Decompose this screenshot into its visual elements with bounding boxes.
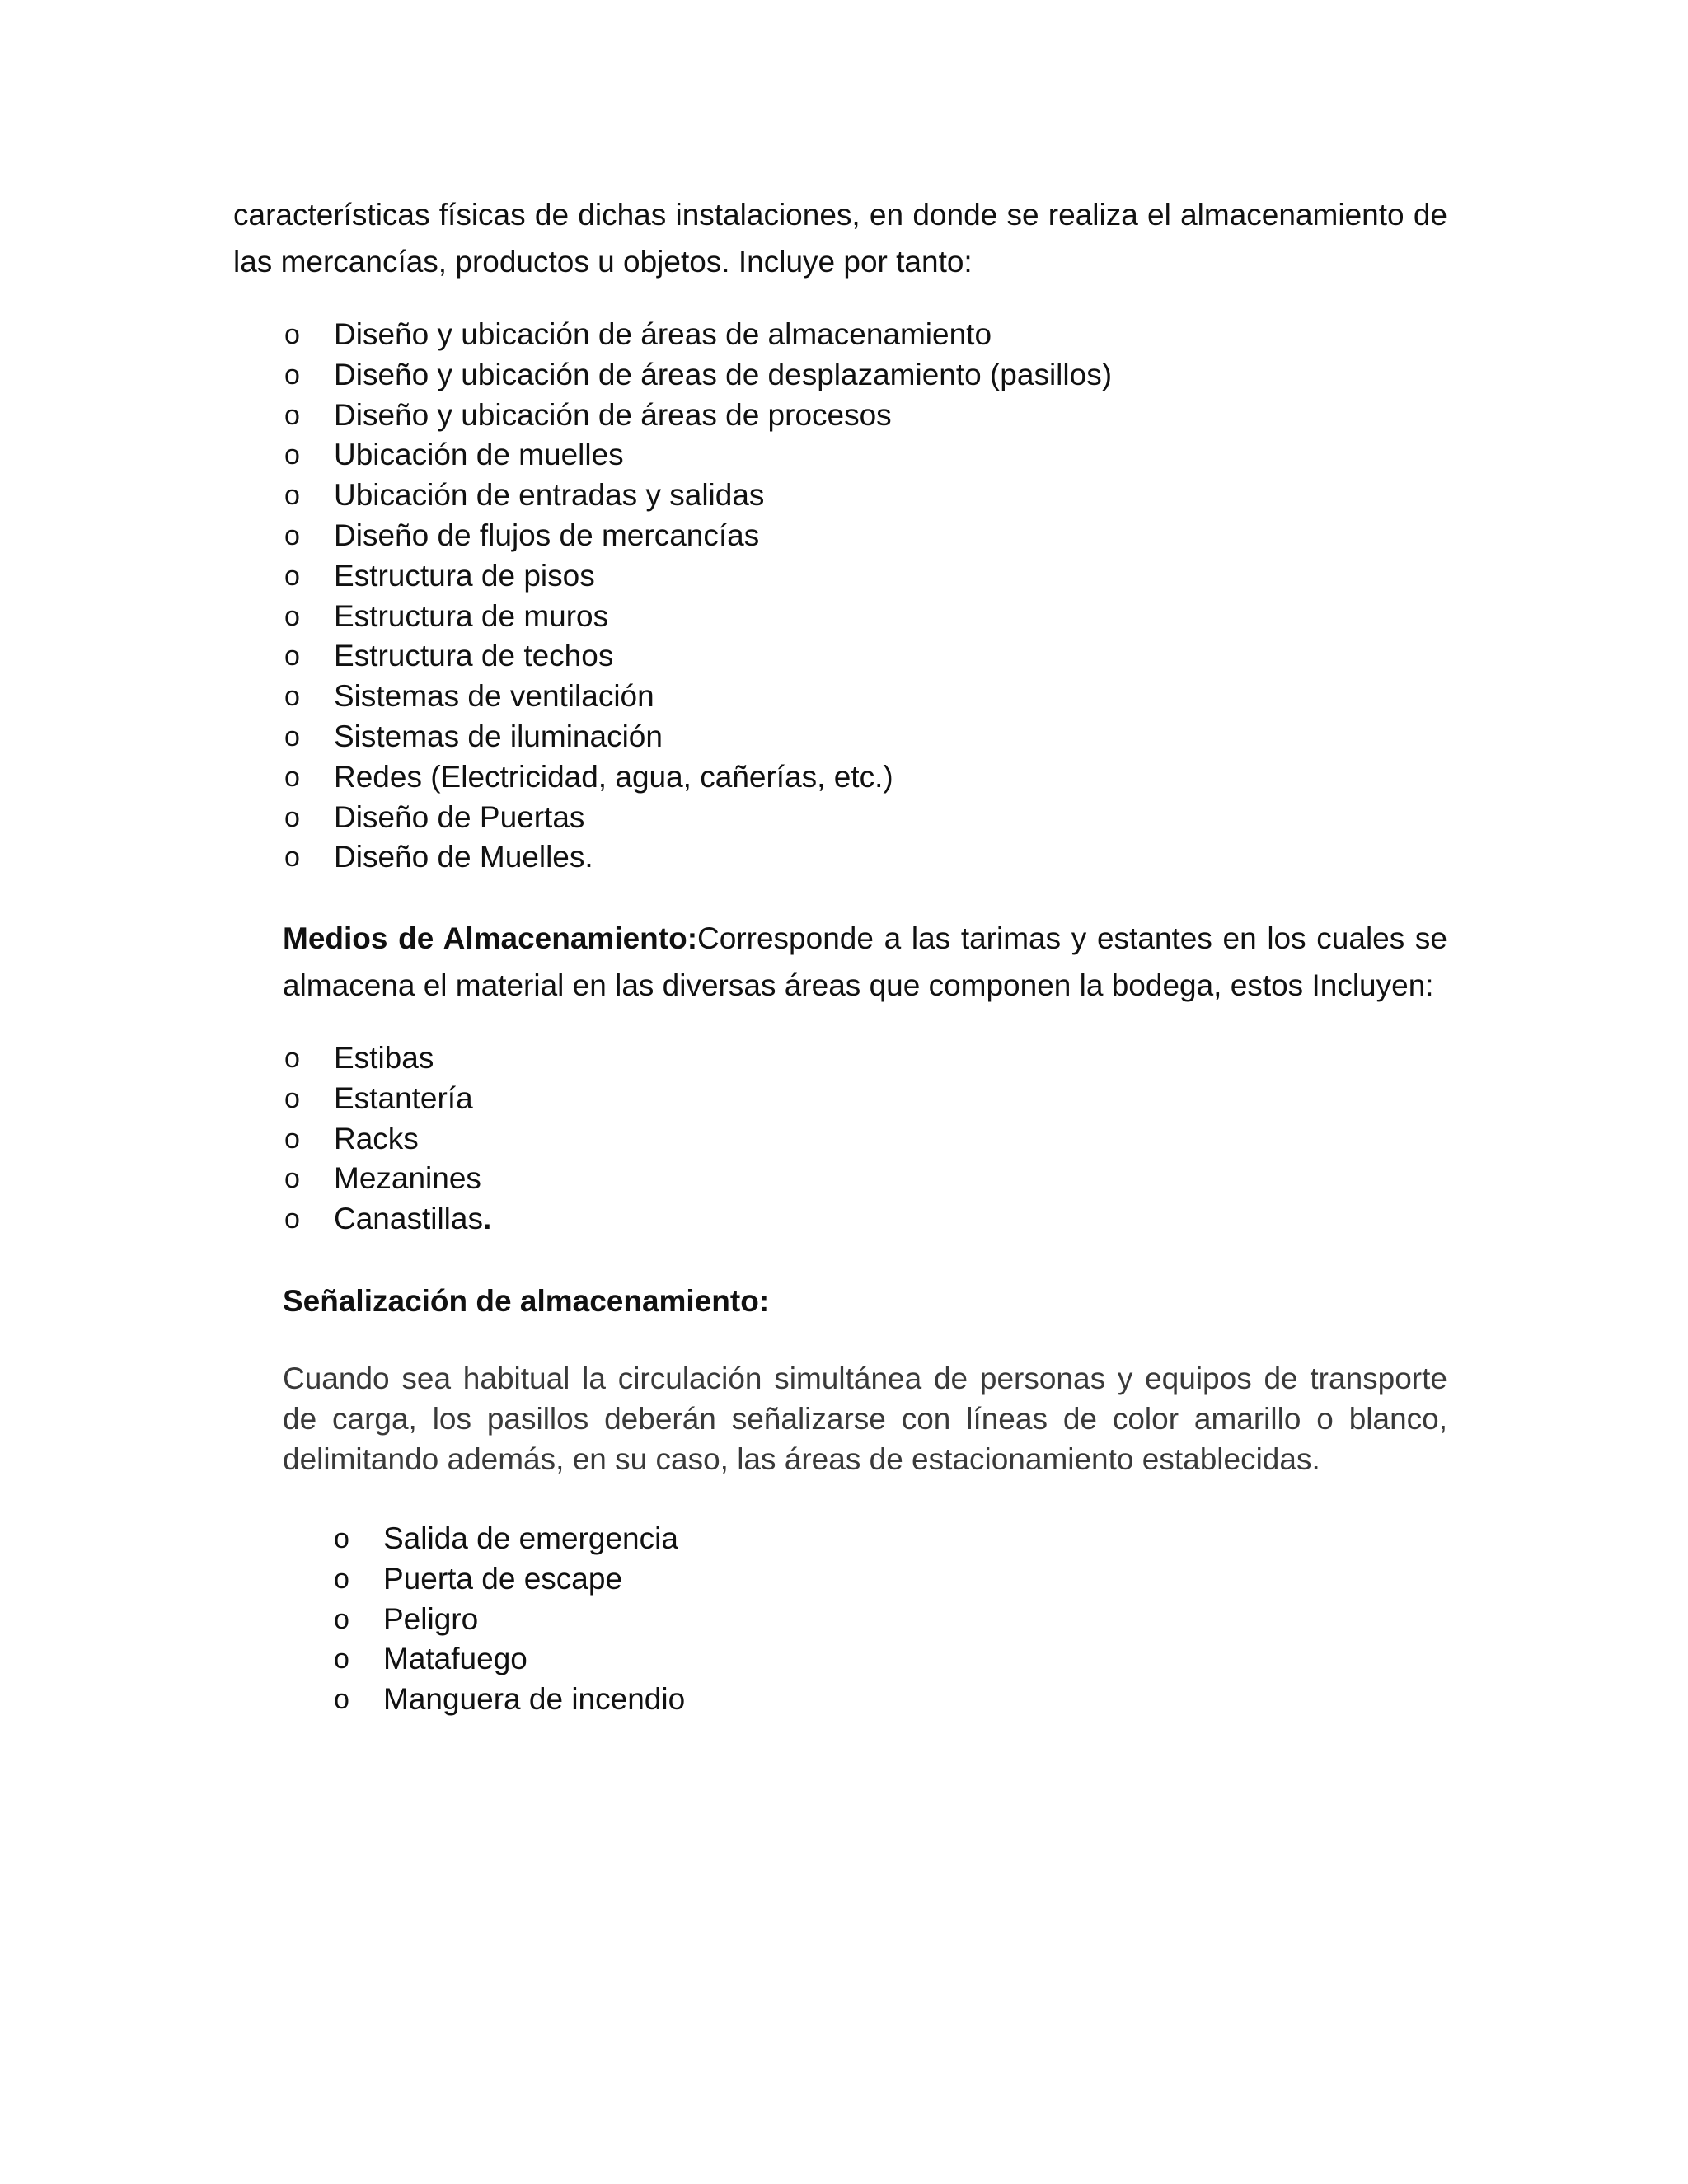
list-item-text: Estructura de techos [334, 639, 614, 673]
list-item-text-main: Canastillas [334, 1202, 483, 1236]
circle-bullet-icon: o [284, 1122, 300, 1155]
list-item-text: Sistemas de iluminación [334, 719, 663, 753]
medios-label: Medios de Almacenamiento: [283, 921, 698, 955]
circle-bullet-icon: o [284, 519, 300, 551]
list-item-text: Diseño de Muelles. [334, 840, 593, 874]
list-item-text [334, 1199, 491, 1240]
list-item-text: Mezanines [334, 1161, 481, 1196]
list-item-text: Salida de emergencia [383, 1521, 678, 1555]
circle-bullet-icon: o [284, 319, 300, 350]
circle-bullet-icon: o [334, 1563, 349, 1595]
circle-bullet-icon: o [284, 841, 300, 874]
list-item-suffix: . [482, 1202, 492, 1236]
senalizacion-heading: Señalización de almacenamiento: [283, 1284, 770, 1318]
list-item-text: Diseño y ubicación de áreas de desplazamiento (pasillos) [334, 357, 1113, 391]
circle-bullet-icon: o [284, 560, 300, 592]
circle-bullet-icon: o [284, 600, 300, 632]
circle-bullet-icon: o [284, 640, 300, 673]
list-item-text: Peligro [383, 1601, 479, 1636]
list-item-text: Estibas [334, 1041, 434, 1075]
list-item-text: Ubicación de muelles [334, 438, 624, 472]
circle-bullet-icon: o [284, 761, 300, 793]
medios-paragraph [283, 915, 1447, 1009]
circle-bullet-icon: o [284, 1163, 300, 1195]
circle-bullet-icon: o [334, 1643, 349, 1675]
circle-bullet-icon: o [284, 720, 300, 752]
circle-bullet-icon: o [284, 1203, 300, 1235]
circle-bullet-icon: o [334, 1523, 349, 1554]
circle-bullet-icon: o [284, 1043, 300, 1074]
list-item-text: Estantería [334, 1080, 473, 1115]
circle-bullet-icon: o [284, 439, 300, 471]
circle-bullet-icon: o [284, 801, 300, 833]
list-item-text: Diseño de Puertas [334, 799, 585, 834]
intro-paragraph: características físicas de dichas instalaciones, en donde se realiza el almacenamiento de las mercancías, productos u objetos. Incluye por tanto: [233, 198, 1447, 279]
circle-bullet-icon: o [284, 681, 300, 713]
list-item-text: Sistemas de ventilación [334, 679, 654, 714]
circle-bullet-icon: o [334, 1684, 349, 1716]
list-item-text: Estructura de pisos [334, 558, 595, 593]
list-item-text: Manguera de incendio [383, 1682, 686, 1717]
list-item-text: Puerta de escape [383, 1561, 623, 1596]
senalizacion-paragraph: Cuando sea habitual la circulación simultánea de personas y equipos de transporte de carga, los pasillos deberán señalizarse con líneas de color amarillo o blanco, delimitando además, en su caso, las áreas de estacionamiento establecidas. [283, 1361, 1447, 1476]
circle-bullet-icon: o [284, 1082, 300, 1114]
list-item-text: Ubicación de entradas y salidas [334, 478, 765, 513]
list-item-text: Racks [334, 1121, 419, 1155]
medios-text: Corresponde a las tarimas y estantes en los cuales se almacena el material en las diversas áreas que componen la bodega, estos Incluyen: [283, 921, 1447, 1002]
list-item-text: Redes (Electricidad, agua, cañerías, etc.) [334, 759, 893, 794]
list-item-text: Diseño y ubicación de áreas de procesos [334, 397, 892, 432]
list-item-text: Diseño de flujos de mercancías [334, 518, 760, 552]
list-item-text: Estructura de muros [334, 598, 609, 633]
circle-bullet-icon: o [284, 359, 300, 391]
circle-bullet-icon: o [284, 399, 300, 431]
list-item-text: Diseño y ubicación de áreas de almacenamiento [334, 317, 992, 351]
circle-bullet-icon: o [334, 1603, 349, 1635]
circle-bullet-icon: o [284, 480, 300, 512]
list-item-text: Matafuego [383, 1642, 528, 1676]
